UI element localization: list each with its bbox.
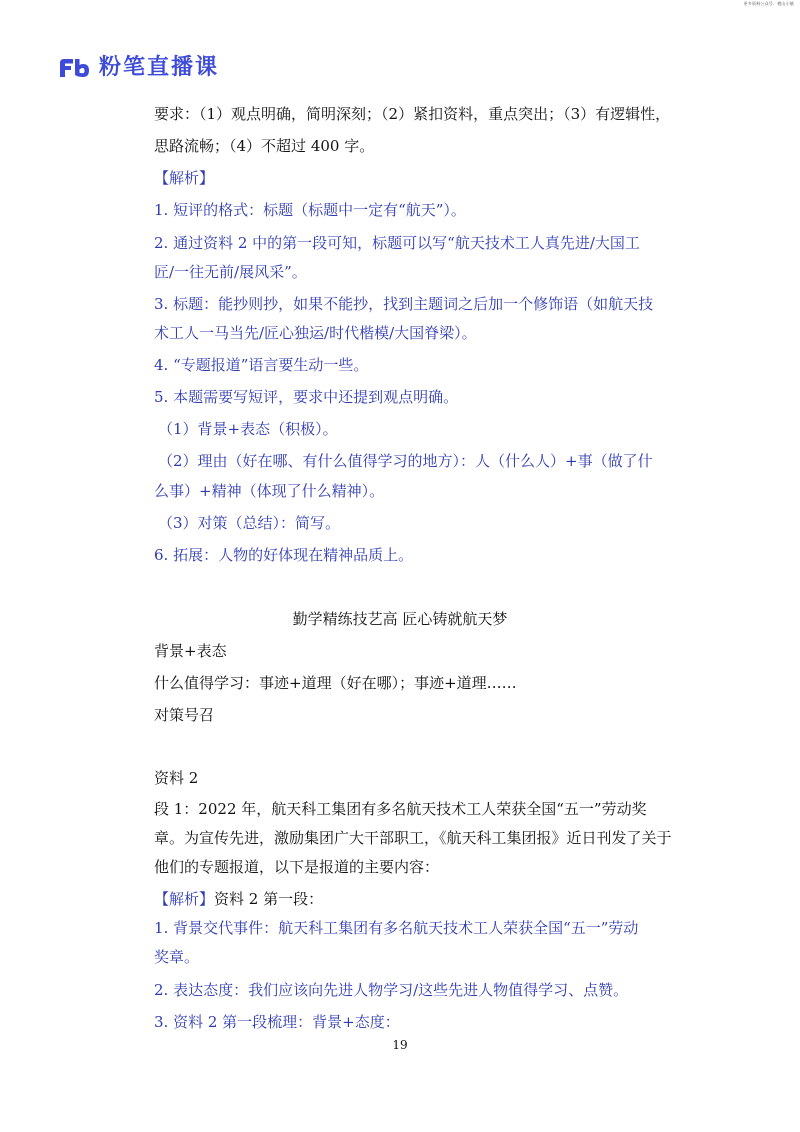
brand-name: 粉笔直播课 <box>99 55 220 80</box>
analysis-point-5: 5. 本题需要写短评，要求中还提到观点明确。 <box>154 388 459 406</box>
analysis-point-2-line-2: 匠/一往无前/展风采”。 <box>154 263 307 281</box>
analysis-sub-3: （3）对策（总结）：简写。 <box>158 514 341 532</box>
essay-outline-2: 什么值得学习：事迹+道理（好在哪）；事迹+道理…… <box>154 674 517 692</box>
analysis2-point-1-line-2: 奖章。 <box>154 948 200 966</box>
analysis-point-2-line-1: 2. 通过资料 2 中的第一段可知，标题可以写“航天技术工人真先进/大国工 <box>154 234 640 252</box>
analysis2-title <box>154 889 323 909</box>
analysis2-title-tag: 【解析】 <box>154 890 215 908</box>
analysis2-title-text: 资料 2 第一段： <box>214 890 324 908</box>
essay-outline-1: 背景+表态 <box>154 642 227 660</box>
page-number: 19 <box>392 1038 408 1052</box>
material-para-line-3: 他们的专题报道，以下是报道的主要内容： <box>154 858 440 876</box>
analysis2-point-2: 2. 表达态度：我们应该向先进人物学习/这些先进人物值得学习、点赞。 <box>154 981 629 999</box>
analysis-point-1: 1. 短评的格式：标题（标题中一定有“航天”）。 <box>154 201 466 219</box>
top-note: 更多资料公众号：橙山小镇 <box>743 1 794 6</box>
analysis-title: 【解析】 <box>154 169 215 187</box>
analysis2-point-3: 3. 资料 2 第一段梳理：背景+态度： <box>154 1013 400 1031</box>
requirements-line-1: 要求：（1）观点明确，简明深刻；（2）紧扣资料，重点突出；（3）有逻辑性， <box>154 105 671 123</box>
analysis-point-3-line-2: 术工人一马当先/匠心独运/时代楷模/大国脊梁）。 <box>154 324 477 342</box>
fenbi-logo-icon <box>57 57 91 79</box>
analysis2-point-1-line-1: 1. 背景交代事件：航天科工集团有多名航天技术工人荣获全国“五一”劳动 <box>154 919 639 937</box>
analysis-point-6: 6. 拓展：人物的好体现在精神品质上。 <box>154 546 414 564</box>
analysis-sub-1: （1）背景+表态（积极）。 <box>158 420 338 438</box>
material-para-line-1: 段 1：2022 年，航天科工集团有多名航天技术工人荣获全国“五一”劳动奖 <box>154 800 647 818</box>
analysis-sub-2-line-2: 么事）+精神（体现了什么精神）。 <box>154 482 385 500</box>
analysis-point-4: 4. “专题报道”语言要生动一些。 <box>154 356 369 374</box>
material-para-line-2: 章。为宣传先进，激励集团广大干部职工，《航天科工集团报》近日刊发了关于 <box>154 829 672 847</box>
essay-outline-3: 对策号召 <box>154 706 215 724</box>
analysis-point-3-line-1: 3. 标题：能抄则抄，如果不能抄，找到主题词之后加一个修饰语（如航天技 <box>154 295 654 313</box>
brand-logo <box>57 55 219 81</box>
essay-title: 勤学精练技艺高 匠心铸就航天梦 <box>292 610 508 628</box>
analysis-sub-2-line-1: （2）理由（好在哪、有什么值得学习的地方）：人（什么人）+事（做了什 <box>158 452 653 470</box>
material-heading: 资料 2 <box>154 769 199 787</box>
requirements-line-2: 思路流畅；（4）不超过 400 字。 <box>154 137 375 155</box>
